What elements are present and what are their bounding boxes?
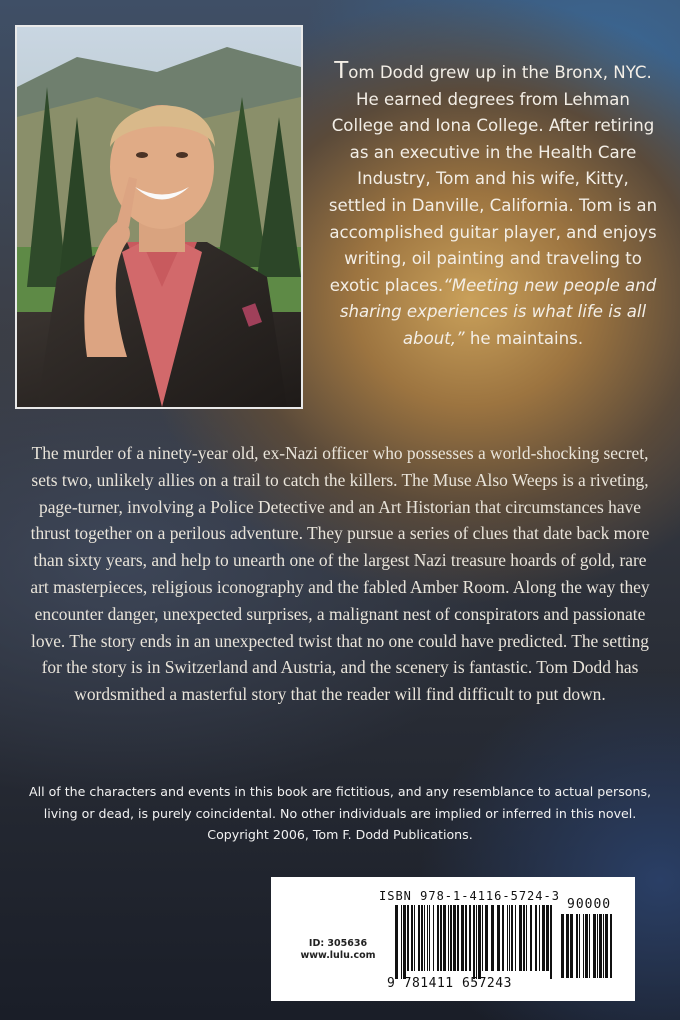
- lulu-url: www.lulu.com: [300, 950, 376, 961]
- barcode-bar: [395, 905, 398, 979]
- isbn-barcode-box: [271, 877, 635, 1001]
- barcode-bar: [497, 905, 500, 971]
- barcode-bar: [491, 905, 494, 971]
- barcode-bar: [453, 905, 456, 971]
- barcode-bar: [539, 905, 540, 971]
- bio-drop-cap: T: [334, 58, 349, 84]
- barcode-bar: [509, 905, 510, 971]
- barcode-bar: [421, 905, 423, 971]
- lulu-id: ID: 305636: [308, 938, 368, 949]
- barcode-bar: [605, 914, 608, 978]
- barcode-bar: [433, 905, 434, 971]
- barcode-bar: [570, 914, 573, 978]
- barcode-bar: [440, 905, 442, 971]
- barcode-bar: [461, 905, 464, 971]
- barcode-bar: [583, 914, 584, 978]
- barcode-bar: [576, 914, 578, 978]
- barcode-bar: [546, 905, 549, 971]
- bio-text-end: he maintains.: [464, 328, 584, 348]
- barcode-bar: [443, 905, 446, 971]
- barcode-bar: [450, 905, 452, 971]
- barcode-bar: [530, 905, 532, 971]
- barcode-bar: [579, 914, 580, 978]
- barcode-bar: [411, 905, 413, 971]
- barcode-bar: [561, 914, 564, 978]
- barcode-bar: [457, 905, 459, 971]
- bio-text: om Dodd grew up in the Bronx, NYC. He earned degrees from Lehman College and Iona College. After retiring as an executive in the Health Care Industry, Tom and his wife, Kitty, settled in Danville, California. Tom is an accomplished guitar player, and enjoys writing, oil painting and traveling to exotic places.: [328, 63, 658, 295]
- barcode-bar: [476, 905, 477, 979]
- barcode-bar: [523, 905, 525, 971]
- barcode-bar: [593, 914, 596, 978]
- barcode-bar: [507, 905, 508, 971]
- barcode-bar: [403, 905, 406, 979]
- barcode-bar: [542, 905, 545, 971]
- barcode-bar: [473, 905, 475, 979]
- barcode-bar: [448, 905, 449, 971]
- barcode-bar: [485, 905, 488, 971]
- lulu-id-block: [283, 938, 393, 962]
- barcode-bar: [603, 914, 604, 978]
- barcode-bar: [437, 905, 439, 971]
- barcode-bar: [515, 905, 516, 971]
- isbn-barcode-bars: [395, 905, 555, 979]
- barcode-bar: [424, 905, 425, 971]
- barcode-digits: 9 781411 657243: [387, 976, 512, 991]
- barcode-bar: [610, 914, 612, 978]
- legal-disclaimer: [22, 781, 658, 846]
- barcode-bar: [465, 905, 467, 971]
- barcode-bar: [511, 905, 513, 971]
- bio-quote: “Meeting new people and sharing experiences is what life is all about,”: [339, 275, 657, 348]
- barcode-bar: [427, 905, 428, 971]
- book-synopsis: The murder of a ninety-year old, ex-Nazi officer who possesses a world-shocking secret, sets two, unlikely allies on a trail to catch the killers. The Muse Also Weeps is a riveting, page-turner, involving a Police Detective and an Art Historian that circumstances have thrust together on a perilous adventure. They pursue a series of clues that date back more than sixty years, and help to unearth one of the largest Nazi treasure hoards of gold, rare art masterpieces, religious iconography and the fabled Amber Room. Along the way they encounter danger, unexpected surprises, a malignant nest of conspirators and passionate love. The story ends in an unexpected twist that no one could have predicted. The setting for the story is in Switzerland and Austria, and the scenery is fantastic. Tom Dodd has wordsmithed a masterful story that the reader will find difficult to put down.: [30, 443, 650, 705]
- barcode-bar: [418, 905, 420, 971]
- price-barcode-bars: [561, 914, 613, 978]
- barcode-bar: [414, 905, 415, 971]
- disclaimer-line-2: living or dead, is purely coincidental. No other individuals are implied or inferred in this novel.: [43, 805, 637, 821]
- barcode-bar: [585, 914, 588, 978]
- barcode-bar: [599, 914, 602, 978]
- barcode-bar: [478, 905, 481, 979]
- barcode-bar: [526, 905, 527, 971]
- isbn-label: ISBN 978-1-4116-5724-3: [379, 889, 560, 903]
- barcode-bar: [429, 905, 430, 971]
- copyright-line: Copyright 2006, Tom F. Dodd Publications.: [207, 827, 473, 842]
- barcode-bar: [502, 905, 504, 971]
- author-bio: [328, 58, 658, 353]
- barcode-bar: [535, 905, 537, 971]
- barcode-bar: [482, 905, 483, 971]
- disclaimer-line-1: All of the characters and events in this book are fictitious, and any resemblance to actual persons,: [28, 784, 652, 799]
- barcode-bar: [401, 905, 402, 979]
- barcode-bar: [550, 905, 552, 979]
- barcode-bar: [407, 905, 409, 971]
- barcode-bar: [589, 914, 590, 978]
- barcode-bar: [566, 914, 569, 978]
- barcode-bar: [597, 914, 598, 978]
- author-photo: [15, 25, 303, 409]
- barcode-bar: [469, 905, 471, 971]
- price-code: 90000: [567, 897, 612, 912]
- barcode-bar: [519, 905, 522, 971]
